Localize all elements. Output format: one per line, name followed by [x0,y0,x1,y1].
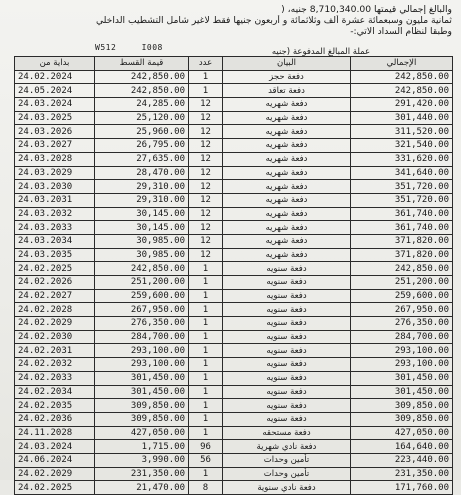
cell-description: دفعة سنويه [223,412,351,426]
cell-description: دفعة شهريه [223,111,351,125]
cell-amount: 25,120.00 [95,111,189,125]
cell-total: 371,820.00 [351,248,453,262]
cell-count: 12 [189,111,223,125]
cell-total: 309,850.00 [351,399,453,413]
table-row [15,371,453,385]
cell-date: 24.02.2036 [15,412,95,426]
cell-count: 1 [189,412,223,426]
cell-date: 24.02.2035 [15,399,95,413]
cell-total: 321,540.00 [351,139,453,153]
cell-amount: 293,100.00 [95,344,189,358]
cell-amount: 427,050.00 [95,426,189,440]
cell-total: 242,850.00 [351,262,453,276]
table-row [15,412,453,426]
table-row [15,467,453,481]
cell-amount: 30,985.00 [95,248,189,262]
cell-date: 24.02.2028 [15,303,95,317]
table-row [15,385,453,399]
cell-date: 24.02.2034 [15,385,95,399]
header-total: الإجمالي [351,57,453,71]
cell-amount: 301,450.00 [95,371,189,385]
cell-amount: 284,700.00 [95,330,189,344]
cell-count: 1 [189,385,223,399]
cell-count: 12 [189,152,223,166]
table-row [15,262,453,276]
cell-total: 351,720.00 [351,193,453,207]
cell-date: 24.03.2035 [15,248,95,262]
cell-total: 259,600.00 [351,289,453,303]
cell-amount: 21,470.00 [95,481,189,495]
table-row [15,248,453,262]
cell-count: 1 [189,303,223,317]
cell-amount: 259,600.00 [95,289,189,303]
cell-date: 24.03.2031 [15,193,95,207]
cell-amount: 27,635.00 [95,152,189,166]
cell-total: 361,740.00 [351,221,453,235]
cell-amount: 29,310.00 [95,193,189,207]
cell-count: 12 [189,221,223,235]
cell-count: 1 [189,426,223,440]
table-row [15,358,453,372]
cell-amount: 28,470.00 [95,166,189,180]
cell-amount: 242,850.00 [95,84,189,98]
cell-count: 12 [189,234,223,248]
cell-count: 12 [189,125,223,139]
unit-codes [95,43,183,52]
unit-code: I008 [141,43,163,52]
cell-date: 24.03.2025 [15,111,95,125]
cell-description: دفعة تعاقد [223,84,351,98]
cell-count: 12 [189,207,223,221]
cell-count: 1 [189,358,223,372]
cell-date: 24.02.2026 [15,276,95,290]
header-amount: قيمة القسط [95,57,189,71]
cell-date: 24.03.2026 [15,125,95,139]
cell-total: 242,850.00 [351,70,453,84]
cell-date: 24.05.2024 [15,84,95,98]
table-row [15,344,453,358]
cell-count: 1 [189,262,223,276]
cell-date: 24.11.2028 [15,426,95,440]
cell-total: 171,760.00 [351,481,453,495]
cell-description: تأمين وحدات [223,453,351,467]
intro-paragraph [0,4,452,37]
cell-date: 24.02.2029 [15,317,95,331]
table-header-row [15,57,453,71]
table-row [15,234,453,248]
cell-count: 12 [189,180,223,194]
table-row [15,152,453,166]
cell-description: دفعة سنويه [223,317,351,331]
cell-date: 24.06.2024 [15,453,95,467]
cell-date: 24.03.2024 [15,98,95,112]
cell-date: 24.02.2031 [15,344,95,358]
cell-total: 301,450.00 [351,385,453,399]
cell-total: 311,520.00 [351,125,453,139]
cell-total: 231,350.00 [351,467,453,481]
cell-count: 12 [189,248,223,262]
cell-total: 427,050.00 [351,426,453,440]
cell-count: 1 [189,317,223,331]
cell-description: دفعة سنويه [223,371,351,385]
table-row [15,98,453,112]
cell-date: 24.03.2033 [15,221,95,235]
cell-date: 24.02.2030 [15,330,95,344]
cell-amount: 267,950.00 [95,303,189,317]
cell-total: 309,850.00 [351,412,453,426]
cell-description: دفعة سنويه [223,399,351,413]
intro-line: والبالغ إجمالي قيمتها 8,710,340.00 جنيه، ( [281,4,452,15]
cell-total: 164,640.00 [351,440,453,454]
cell-amount: 231,350.00 [95,467,189,481]
cell-total: 293,100.00 [351,344,453,358]
table-row [15,481,453,495]
cell-description: دفعة شهريه [223,207,351,221]
table-row [15,317,453,331]
header-description: البيان [223,57,351,71]
cell-amount: 30,985.00 [95,234,189,248]
cell-total: 276,350.00 [351,317,453,331]
cell-description: دفعة سنويه [223,276,351,290]
table-row [15,221,453,235]
cell-amount: 1,715.00 [95,440,189,454]
cell-count: 96 [189,440,223,454]
cell-count: 12 [189,193,223,207]
table-row [15,453,453,467]
cell-total: 371,820.00 [351,234,453,248]
cell-description: دفعة شهريه [223,180,351,194]
cell-description: دفعة شهريه [223,166,351,180]
cell-count: 12 [189,139,223,153]
cell-total: 341,640.00 [351,166,453,180]
table-row [15,84,453,98]
cell-description: دفعة حجز [223,70,351,84]
cell-date: 24.03.2034 [15,234,95,248]
cell-date: 24.03.2030 [15,180,95,194]
cell-date: 24.02.2032 [15,358,95,372]
cell-total: 267,950.00 [351,303,453,317]
cell-date: 24.02.2029 [15,467,95,481]
cell-date: 24.03.2028 [15,152,95,166]
cell-count: 1 [189,276,223,290]
cell-amount: 309,850.00 [95,399,189,413]
cell-date: 24.02.2027 [15,289,95,303]
cell-description: دفعة شهريه [223,139,351,153]
cell-description: دفعة سنويه [223,330,351,344]
cell-date: 24.03.2029 [15,166,95,180]
cell-description: دفعة شهريه [223,152,351,166]
cell-description: دفعة سنويه [223,358,351,372]
intro-line: ثمانية مليون وسبعمائة عشرة ألف وثلاثمائة و أربعون جنيها فقط لاغير شامل التشطيب الداخلي [95,15,452,26]
cell-date: 24.03.2024 [15,440,95,454]
cell-total: 293,100.00 [351,358,453,372]
table-row [15,139,453,153]
cell-count: 1 [189,371,223,385]
currency-note: عملة المبالغ المدفوعة (جنيه [271,47,371,57]
table-row [15,276,453,290]
cell-amount: 25,960.00 [95,125,189,139]
cell-total: 331,620.00 [351,152,453,166]
cell-count: 1 [189,467,223,481]
cell-description: دفعة نادي شهرية [223,440,351,454]
cell-description: دفعة نادي سنوية [223,481,351,495]
cell-amount: 276,350.00 [95,317,189,331]
cell-description: دفعة شهريه [223,234,351,248]
cell-description: دفعة شهريه [223,125,351,139]
table-row [15,125,453,139]
intro-line: وطبقا لنظام السداد الاتي:- [350,26,452,37]
cell-count: 1 [189,399,223,413]
table-row [15,303,453,317]
cell-total: 301,450.00 [351,371,453,385]
cell-total: 223,440.00 [351,453,453,467]
cell-amount: 301,450.00 [95,385,189,399]
header-count: عدد [189,57,223,71]
table-row [15,111,453,125]
table-row [15,193,453,207]
cell-date: 24.02.2025 [15,262,95,276]
cell-count: 1 [189,330,223,344]
cell-description: دفعة شهريه [223,221,351,235]
table-row [15,289,453,303]
cell-count: 12 [189,98,223,112]
unit-code: W512 [95,43,117,52]
cell-amount: 30,145.00 [95,207,189,221]
cell-amount: 309,850.00 [95,412,189,426]
cell-count: 1 [189,344,223,358]
cell-description: تأمين وحدات [223,467,351,481]
table-row [15,426,453,440]
cell-amount: 242,850.00 [95,70,189,84]
cell-amount: 26,795.00 [95,139,189,153]
cell-amount: 251,200.00 [95,276,189,290]
cell-description: دفعة شهريه [223,98,351,112]
cell-date: 24.03.2032 [15,207,95,221]
cell-total: 291,420.00 [351,98,453,112]
table-row [15,330,453,344]
cell-total: 351,720.00 [351,180,453,194]
cell-count: 12 [189,166,223,180]
cell-amount: 3,990.00 [95,453,189,467]
table-row [15,440,453,454]
cell-total: 301,440.00 [351,111,453,125]
cell-description: دفعة سنويه [223,303,351,317]
cell-amount: 293,100.00 [95,358,189,372]
cell-date: 24.02.2025 [15,481,95,495]
cell-count: 1 [189,289,223,303]
table-row [15,207,453,221]
cell-date: 24.02.2033 [15,371,95,385]
cell-amount: 30,145.00 [95,221,189,235]
cell-amount: 242,850.00 [95,262,189,276]
cell-description: دفعة شهريه [223,193,351,207]
cell-description: دفعة سنويه [223,289,351,303]
cell-amount: 29,310.00 [95,180,189,194]
cell-description: دفعة مستحقه [223,426,351,440]
cell-total: 361,740.00 [351,207,453,221]
cell-count: 1 [189,84,223,98]
cell-total: 242,850.00 [351,84,453,98]
table-row [15,70,453,84]
cell-date: 24.02.2024 [15,70,95,84]
cell-total: 251,200.00 [351,276,453,290]
cell-description: دفعة شهريه [223,248,351,262]
cell-description: دفعة سنويه [223,385,351,399]
cell-total: 284,700.00 [351,330,453,344]
cell-count: 1 [189,70,223,84]
table-row [15,166,453,180]
table-row [15,399,453,413]
header-date: بداية من [15,57,95,71]
cell-date: 24.03.2027 [15,139,95,153]
cell-count: 8 [189,481,223,495]
cell-count: 56 [189,453,223,467]
cell-description: دفعة سنويه [223,262,351,276]
payment-schedule-table [14,56,453,495]
table-row [15,180,453,194]
cell-amount: 24,285.00 [95,98,189,112]
cell-description: دفعة سنويه [223,344,351,358]
